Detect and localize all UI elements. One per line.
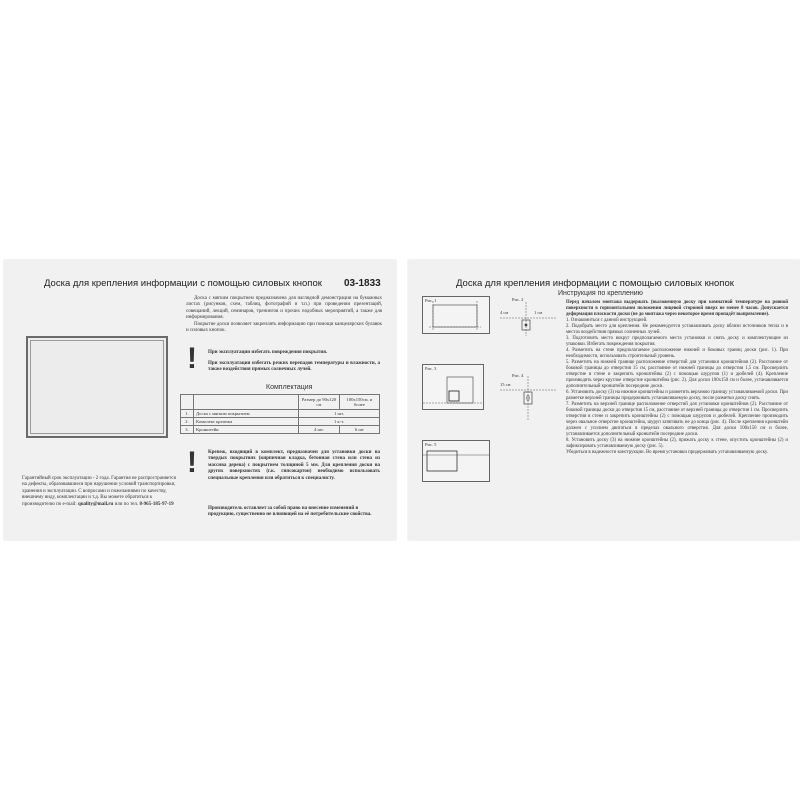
board-illustration bbox=[26, 336, 168, 438]
phone-prefix: или по тел. bbox=[114, 501, 139, 507]
contact-phone: 8-965-185-97-19 bbox=[139, 501, 174, 507]
figure-2 bbox=[498, 296, 558, 340]
col-large-size: 100х150см, и более bbox=[339, 395, 379, 410]
kit-heading: Комплектация bbox=[266, 384, 313, 391]
step-closing: Убедиться в надежности конструкции. Во время установки придерживать устанавливаемую доску. bbox=[566, 450, 769, 455]
figure-2-drawing bbox=[498, 296, 558, 340]
mounting-note: Крепеж, входящий в комплект, предназначен для установки доски на твердых покрытиях (кирпичная кладка, бетонная стена или стена из массива дерева) с покрытием толщиной 5 мм. Для крепления доски на других поверхностях (г.к. гипсокартон) необходимо использовать специальные крепления или обратиться к специалисту. bbox=[208, 450, 380, 481]
table-row: 3. Кронштейн 4 шт. 6 шт bbox=[181, 426, 380, 434]
mounting-steps bbox=[566, 300, 788, 456]
figure-5-label: Рис. 5 bbox=[425, 442, 437, 447]
manufacturer-note: Производитель оставляет за собой право на внесение изменений в продукцию, существенно не влияющей на её потребительские свойства. bbox=[208, 506, 372, 518]
product-title: Доска для крепления информации с помощью силовых кнопок bbox=[456, 278, 734, 289]
figure-4 bbox=[498, 372, 558, 424]
warning-icon: ! bbox=[187, 342, 197, 375]
col-small-size: Размер до 90х120 см bbox=[299, 395, 340, 410]
contact-email: quality@mail.ru bbox=[77, 501, 114, 507]
instruction-sheet-back bbox=[408, 260, 800, 540]
figure-dim-label: 4 см bbox=[500, 310, 509, 315]
step-item: 1. Ознакомиться с данной инструкцией. bbox=[566, 318, 648, 323]
step-item: 3. Подготовить место вокруг предполагаемого места установки и снять доску и комплектующие из упаковки. Избегать повреждения покрытия. bbox=[566, 336, 788, 347]
warning-temperature: При эксплуатации избегать резких перепадов температуры и влажности, а также воздействия прямых солнечных лучей. bbox=[208, 361, 380, 373]
product-title: Доска для крепления информации с помощью силовых кнопок bbox=[44, 278, 322, 289]
figure-4-label: Рис. 4 bbox=[512, 373, 524, 378]
figure-2-label: Рис. 2 bbox=[512, 297, 524, 302]
step-item: 8. Установить доску (3) на нижние кронштейны (2), прижать доску к стене, опустить кронштейны (2) и зафиксировать устанавливаемую доску (рис. 5). bbox=[566, 438, 788, 449]
step-preface: Перед началом монтажа выдержать (выложенную доску при комнатной температуре на ровной поверхности в горизонтальном положении лицевой стороной вверх не менее 8 часов. Допускается деформация плоскости доски (не до монтажа через некоторое время пропадёт выпрямление). bbox=[566, 300, 788, 317]
intro-text bbox=[186, 296, 382, 334]
figure-3-drawing bbox=[423, 365, 483, 409]
table-row bbox=[181, 395, 380, 410]
intro-paragraph-1: Доска с мягким покрытием предназначена для наглядной демонстрации на бумажных листах (рисунков, схем, таблиц, фотографий и т.п.) при проведении презентаций, совещаний, лекций, семинаров, тренингов и прочих подобных мероприятий, а также для информирования. bbox=[186, 296, 382, 321]
figure-1-label: Рис. 1 bbox=[425, 298, 437, 303]
step-item: 7. Разметить на верхней границе расположение отверстий для установки кронштейнов (2). Расстояние от боковой границы доски до отверстия 15 см, расстояние от верхней границы до отверстия 1 см. Просверлить отверстия в стене и закрепить кронштейны (2) с помощью шурупов и дюбелей. Крепление производить через овальное отверстие кронштейна, шуруп затягивать не до конца (рис. 4). После крепления кронштейн должен с усилием двигаться в пределах овального отверстия. Для доски 100х150 см и более, устанавливается дополнительный кронштейн посередине доски. bbox=[566, 402, 788, 437]
figure-dim-label: 15 см bbox=[500, 382, 511, 387]
figure-dim-label: 1 см bbox=[534, 310, 543, 315]
figure-5 bbox=[422, 440, 490, 482]
intro-paragraph-2: Покрытие доски позволяет закреплять информацию при помощи канцелярских булавок и силовых кнопок. bbox=[186, 321, 382, 334]
step-item: 5. Разметить на нижней границе расположение отверстий для установки кронштейнов (2). Расстояние от боковой границы до отверстия 15 см, расстояние от нижней границы до отверстия 1,5 см. Просверлить отверстие в стене и закрепить кронштейны (2) с помощью шурупов (1) и дюбелей (4). Крепление производить через круглое отверстие кронштейна (рис. 2). Для доски 100х150 см и более, устанавливается дополнительный кронштейн посередине доски. bbox=[566, 360, 788, 389]
figure-3 bbox=[422, 364, 484, 410]
warranty-body: Гарантийный срок эксплуатации - 2 года. Гарантия не распространяется на дефекты, образовавшиеся при нарушении условий транспортировки, хранения и эксплуатации. С вопросами и пожеланиями по качеству, внешнему виду, комплектации и т.д. Вы можете обратиться к производителю по e-mail: bbox=[22, 476, 176, 507]
warranty-text bbox=[22, 476, 178, 508]
warning-icon: ! bbox=[187, 446, 197, 479]
step-item: 2. Подобрать место для крепления. Не рекомендуется устанавливать доску вблизи источников тепла и в местах воздействия прямых солнечных лучей. bbox=[566, 324, 788, 335]
article-code: 03-1833 bbox=[344, 278, 381, 289]
kit-table bbox=[180, 394, 380, 434]
instruction-sheet-front bbox=[4, 260, 396, 540]
instructions-subtitle: Инструкция по креплению bbox=[558, 290, 643, 297]
figure-4-drawing bbox=[498, 372, 558, 424]
figure-5-drawing bbox=[423, 441, 489, 481]
warning-coating: При эксплуатации избегать повреждения покрытия. bbox=[208, 350, 328, 355]
figure-1 bbox=[422, 296, 490, 334]
step-item: 4. Разметить на стене предполагаемое расположение нижней и боковых границ доски (рис. 1). При необходимости, использовать строительный уровень. bbox=[566, 348, 788, 359]
figure-3-label: Рис. 3 bbox=[425, 366, 437, 371]
table-row: 2. Комплект крепежа 1 к-т. bbox=[181, 418, 380, 426]
table-row: 1. Доска с мягким покрытием 1 шт. bbox=[181, 410, 380, 418]
step-item: 6. Установить доску (3) на нижние кронштейны и разметить верхнюю границу устанавливаемой доски. При разметке верхней границы придерживать устанавливаемую доску, после разметки доску снять. bbox=[566, 390, 788, 401]
